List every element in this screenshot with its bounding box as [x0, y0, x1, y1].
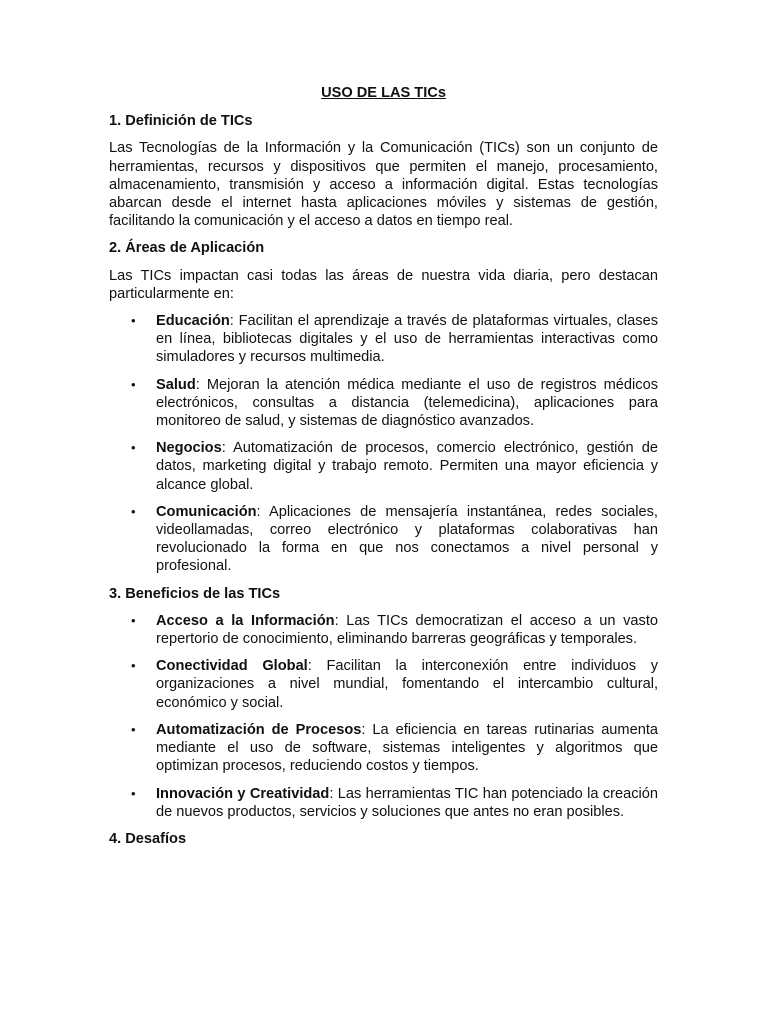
section-heading-desafios: 4. Desafíos	[109, 830, 187, 847]
list-item	[109, 312, 658, 367]
list-item	[109, 503, 658, 576]
list-item	[109, 439, 658, 494]
bullet-icon: •	[131, 503, 136, 519]
bullet-icon: •	[131, 658, 136, 674]
list-item	[109, 657, 658, 712]
list-item-term: Educación	[156, 313, 230, 330]
bullet-icon: •	[131, 785, 136, 801]
list-item-term: Negocios	[156, 440, 222, 457]
list-item-text: : Automatización de procesos, comercio electrónico, gestión de datos, marketing digital y trabajo remoto. Permiten una mayor eficiencia y alcance global.	[156, 440, 658, 493]
definition-paragraph: Las Tecnologías de la Información y la Comunicación (TICs) son un conjunto de herramientas, recursos y dispositivos que permiten el manejo, procesamiento, almacenamiento, transmisión y acceso a información digital. Estas tecnologías abarcan desde el internet hasta aplicaciones móviles y sistemas de gestión, facilitando la comunicación y el acceso a datos en tiempo real.	[109, 140, 658, 230]
bullet-icon: •	[131, 313, 136, 329]
list-item-term: Acceso a la Información	[156, 612, 335, 629]
areas-list	[109, 312, 658, 576]
bullet-icon: •	[131, 721, 136, 737]
section-heading-beneficios: 3. Beneficios de las TICs	[109, 585, 281, 602]
bullet-icon: •	[131, 440, 136, 456]
bullet-icon: •	[131, 376, 136, 392]
list-item-term: Salud	[156, 376, 196, 393]
list-item-term: Innovación y Creatividad	[156, 785, 330, 802]
list-item-text: : Mejoran la atención médica mediante el uso de registros médicos electrónicos, consultas a distancia (telemedicina), aplicaciones para monitoreo de salud, y sistemas de diagnóstico avanzados.	[156, 376, 658, 430]
benefits-list	[109, 612, 658, 821]
bullet-icon: •	[131, 612, 136, 628]
areas-intro-paragraph: Las TICs impactan casi todas las áreas de nuestra vida diaria, pero destacan particularmente en:	[109, 267, 658, 302]
list-item	[109, 785, 658, 821]
document-page	[109, 84, 658, 857]
list-item-text: : Facilitan la interconexión entre individuos y organizaciones a nivel mundial, fomentando el intercambio cultural, económico y social.	[156, 658, 658, 711]
list-item	[109, 376, 658, 431]
list-item-term: Conectividad Global	[156, 658, 308, 675]
section-heading-definicion: 1. Definición de TICs	[109, 113, 253, 130]
list-item-text: : Facilitan el aprendizaje a través de plataformas virtuales, clases en línea, bibliotecas digitales y el uso de herramientas interactivas como simuladores y recursos multimedia.	[156, 313, 658, 366]
list-item-text: : La eficiencia en tareas rutinarias aumenta mediante el uso de software, sistemas inteligentes y algoritmos que optimizan procesos, reduciendo costos y tiempos.	[156, 721, 658, 775]
list-item	[109, 721, 658, 776]
list-item-term: Comunicación	[156, 503, 257, 520]
list-item	[109, 612, 658, 648]
document-title: USO DE LAS TICs	[321, 85, 446, 101]
section-heading-areas: 2. Áreas de Aplicación	[109, 240, 265, 257]
list-item-term: Automatización de Procesos	[156, 721, 362, 738]
list-item-text: : Las TICs democratizan el acceso a un vasto repertorio de conocimiento, eliminando barreras geográficas y temporales.	[156, 612, 659, 648]
list-item-text: : Aplicaciones de mensajería instantánea, redes sociales, videollamadas, correo electrónico y plataformas colaborativas han revolucionado la forma en que nos conectamos a nivel personal y profesional.	[156, 503, 658, 575]
list-item-text: : Las herramientas TIC han potenciado la creación de nuevos productos, servicios y soluciones que antes no eran posibles.	[156, 785, 659, 820]
